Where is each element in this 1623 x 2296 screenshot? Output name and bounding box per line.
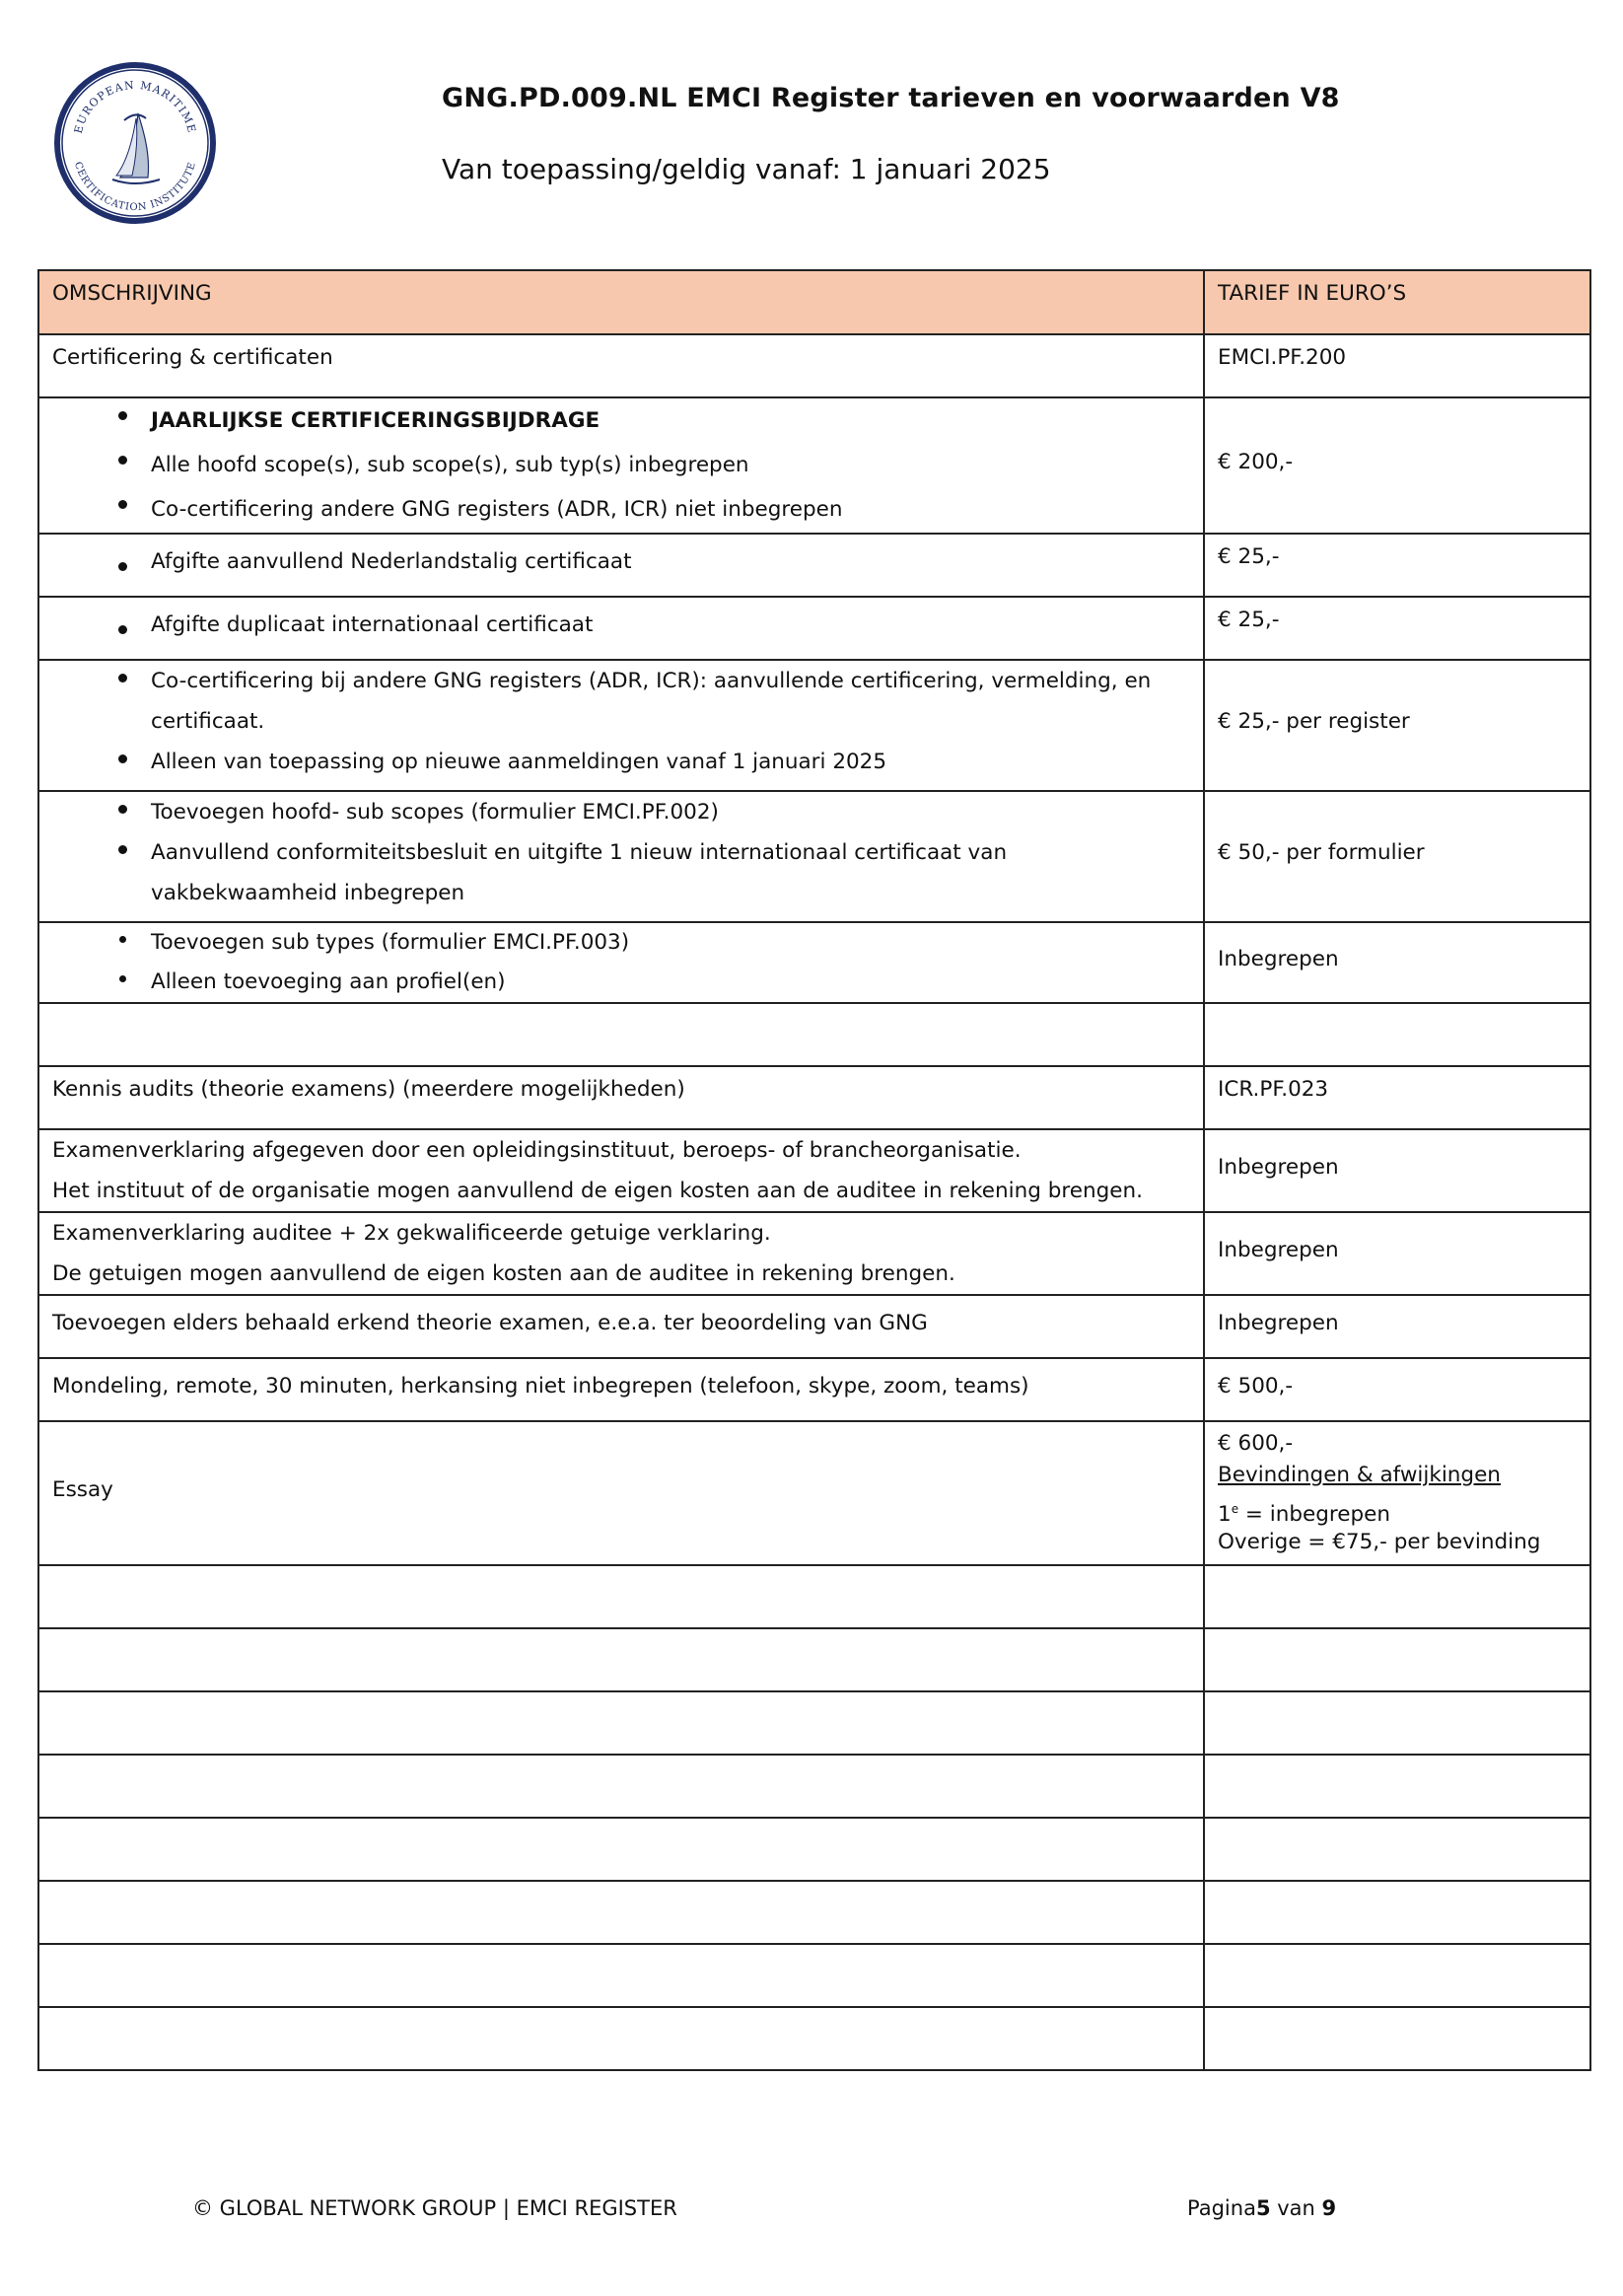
- empty-row: [38, 1628, 1590, 1691]
- row-rate: € 25,- per register: [1204, 660, 1590, 791]
- row-rate: € 50,- per formulier: [1204, 791, 1590, 922]
- empty-row: [38, 2007, 1590, 2070]
- list-item: Toevoegen sub types (formulier EMCI.PF.003): [52, 923, 1190, 963]
- column-header-rate: TARIEF IN EURO’S: [1204, 270, 1590, 334]
- findings-title: Bevindingen & afwijkingen: [1218, 1463, 1501, 1487]
- row-description: [38, 1212, 1204, 1295]
- row-rate: Inbegrepen: [1204, 922, 1590, 1003]
- list-item: Alleen toevoeging aan profiel(en): [52, 963, 1190, 1002]
- list-item: JAARLIJKSE CERTIFICERINGSBIJDRAGE: [52, 398, 1190, 443]
- table-row: [38, 397, 1590, 534]
- row-rate: € 25,-: [1204, 534, 1590, 597]
- emci-logo: [51, 59, 219, 227]
- row-description: [38, 791, 1204, 922]
- row-description: [38, 397, 1204, 534]
- table-row: [38, 791, 1590, 922]
- footer-page-number: Pagina5 van 9: [1187, 2196, 1337, 2220]
- section-code: ICR.PF.023: [1204, 1066, 1590, 1129]
- section-row: [38, 1066, 1590, 1129]
- empty-row: [38, 1003, 1590, 1066]
- section-code: EMCI.PF.200: [1204, 334, 1590, 397]
- row-description: Mondeling, remote, 30 minuten, herkansing niet inbegrepen (telefoon, skype, zoom, teams): [38, 1358, 1204, 1421]
- list-item: Co-certificering andere GNG registers (ADR, ICR) niet inbegrepen: [52, 487, 1190, 532]
- table-row: [38, 1421, 1590, 1565]
- table-row: [38, 660, 1590, 791]
- row-description: [38, 597, 1204, 660]
- table-row: [38, 1129, 1590, 1212]
- row-description: Toevoegen elders behaald erkend theorie examen, e.e.a. ter beoordeling van GNG: [38, 1295, 1204, 1358]
- section-title: Certificering & certificaten: [38, 334, 1204, 397]
- section-row: [38, 334, 1590, 397]
- findings-first: $1^e$ = inbegrepen: [1218, 1502, 1390, 1528]
- essay-rate-value: € 600,-: [1218, 1431, 1294, 1456]
- empty-row: [38, 1944, 1590, 2007]
- list-item: Afgifte duplicaat internationaal certificaat: [52, 612, 1190, 639]
- logo-text-top: EUROPEAN MARITIME: [71, 78, 199, 135]
- footer-copyright: © GLOBAL NETWORK GROUP | EMCI REGISTER: [192, 2196, 677, 2220]
- findings-others: Overige = €75,- per bevinding: [1218, 1530, 1541, 1555]
- table-row: [38, 922, 1590, 1003]
- table-row: [38, 534, 1590, 597]
- table-row: [38, 1295, 1590, 1358]
- row-description: [38, 660, 1204, 791]
- empty-row: [38, 1818, 1590, 1881]
- row-rate: [1204, 1421, 1590, 1565]
- row-description: [38, 534, 1204, 597]
- document-title: GNG.PD.009.NL EMCI Register tarieven en voorwaarden V8: [442, 83, 1340, 113]
- row-line: Examenverklaring auditee + 2x gekwalificeerde getuige verklaring.: [52, 1221, 771, 1246]
- row-rate: € 200,-: [1204, 397, 1590, 534]
- row-rate: Inbegrepen: [1204, 1129, 1590, 1212]
- document-subtitle: Van toepassing/geldig vanaf: 1 januari 2025: [442, 153, 1051, 185]
- row-rate: € 25,-: [1204, 597, 1590, 660]
- row-rate: € 500,-: [1204, 1358, 1590, 1421]
- list-item: Alle hoofd scope(s), sub scope(s), sub typ(s) inbegrepen: [52, 443, 1190, 487]
- fees-table: [37, 269, 1591, 2071]
- row-line: De getuigen mogen aanvullend de eigen kosten aan de auditee in rekening brengen.: [52, 1261, 955, 1286]
- table-row: [38, 1212, 1590, 1295]
- row-rate: Inbegrepen: [1204, 1212, 1590, 1295]
- empty-row: [38, 1755, 1590, 1818]
- empty-row: [38, 1565, 1590, 1628]
- logo-text-bottom: CERTIFICATION INSTITUTE: [71, 160, 199, 214]
- list-item: Aanvullend conformiteitsbesluit en uitgifte 1 nieuw internationaal certificaat van vakbekwaamheid inbegrepen: [52, 832, 1131, 913]
- column-header-description: OMSCHRIJVING: [38, 270, 1204, 334]
- row-description: [38, 1129, 1204, 1212]
- list-item: Afgifte aanvullend Nederlandstalig certificaat: [52, 549, 1190, 576]
- list-item: Toevoegen hoofd- sub scopes (formulier EMCI.PF.002): [52, 792, 1131, 832]
- table-row: [38, 1358, 1590, 1421]
- row-description: Essay: [38, 1421, 1204, 1565]
- list-item: Co-certificering bij andere GNG registers (ADR, ICR): aanvullende certificering, vermelding, en certificaat.: [52, 661, 1170, 742]
- row-line: Examenverklaring afgegeven door een opleidingsinstituut, beroeps- of brancheorganisatie.: [52, 1138, 1022, 1163]
- empty-row: [38, 1691, 1590, 1755]
- empty-row: [38, 1881, 1590, 1944]
- table-row: [38, 597, 1590, 660]
- section-title: Kennis audits (theorie examens) (meerdere mogelijkheden): [38, 1066, 1204, 1129]
- table-header-row: [38, 270, 1590, 334]
- list-item: Alleen van toepassing op nieuwe aanmeldingen vanaf 1 januari 2025: [52, 742, 1170, 782]
- row-line: Het instituut of de organisatie mogen aanvullend de eigen kosten aan de auditee in rekening brengen.: [52, 1179, 1143, 1203]
- row-rate: Inbegrepen: [1204, 1295, 1590, 1358]
- row-description: [38, 922, 1204, 1003]
